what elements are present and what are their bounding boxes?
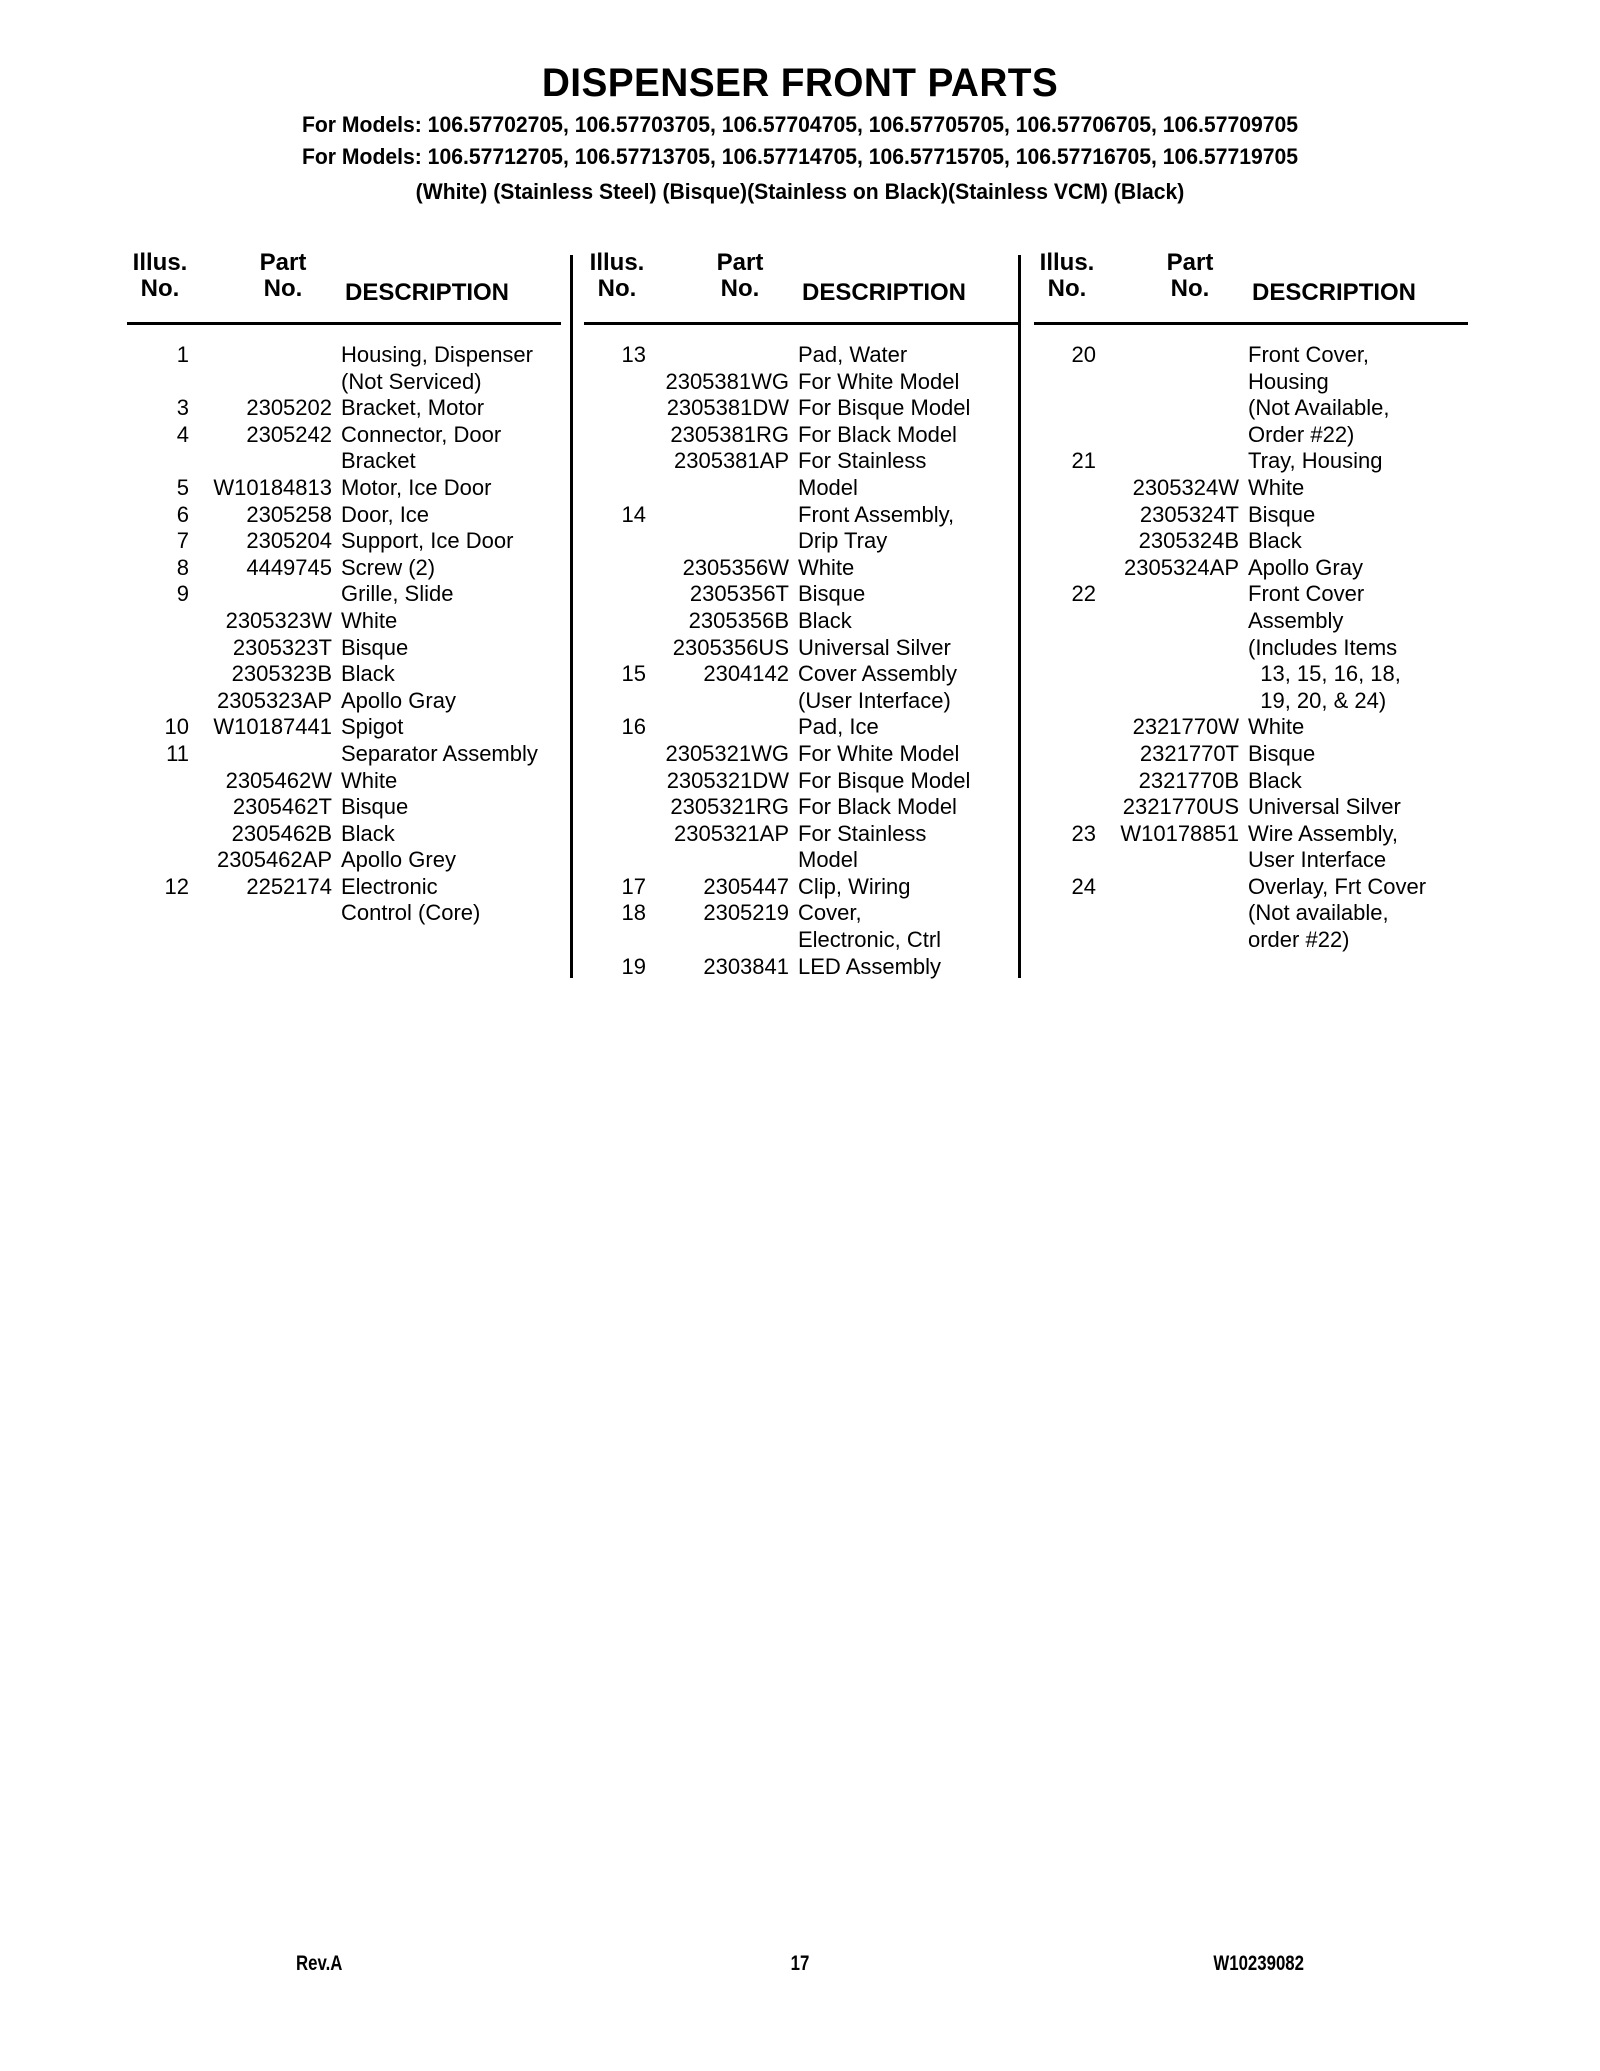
- table-row: [1030, 821, 1470, 848]
- header-part-line1: Part: [716, 249, 764, 276]
- cell-illus-no: 9: [176, 581, 189, 607]
- cell-description: (Includes Items: [1248, 634, 1398, 660]
- cell-part-no: 2305462W: [225, 767, 332, 793]
- cell-illus-no: 15: [621, 661, 646, 687]
- cell-illus-no: 7: [176, 528, 189, 554]
- cell-part-no: 2305462B: [231, 820, 332, 846]
- table-row: [123, 502, 563, 529]
- cell-description: (Not Serviced): [341, 368, 482, 394]
- parts-rows-1: [123, 342, 563, 927]
- cell-illus-no: 17: [621, 873, 646, 899]
- header-illus-line1: Illus.: [132, 249, 188, 276]
- table-row: [1030, 528, 1470, 555]
- cell-part-no: 2305323T: [232, 634, 332, 660]
- cell-part-no: 2305219: [703, 900, 789, 926]
- cell-illus-no: 10: [164, 714, 189, 740]
- cell-part-no: 2304142: [703, 661, 789, 687]
- cell-description: Apollo Grey: [341, 847, 456, 873]
- cell-part-no: 2305324B: [1138, 528, 1239, 554]
- model-list-line-1: For Models: 106.57702705, 106.57703705, 106.57704705, 106.57705705, 106.57706705, 106.57709705: [301, 112, 1299, 137]
- cell-description: White: [1248, 474, 1305, 500]
- header-illus-line2: No.: [1047, 275, 1087, 303]
- table-row: [1030, 847, 1470, 874]
- cell-part-no: 2305321DW: [666, 767, 789, 793]
- header-description-3: DESCRIPTION: [1252, 279, 1417, 306]
- cell-part-no: 2305381AP: [674, 448, 789, 474]
- header-part-line1: Part: [1166, 249, 1214, 276]
- cell-illus-no: 19: [621, 953, 646, 979]
- cell-part-no: 2305324AP: [1124, 554, 1239, 580]
- header-description-2: DESCRIPTION: [802, 279, 967, 306]
- table-row: [580, 608, 1020, 635]
- cell-part-no: 2305381DW: [666, 395, 789, 421]
- cell-part-no: 2305321AP: [674, 820, 789, 846]
- cell-illus-no: 14: [621, 501, 646, 527]
- cell-part-no: 2303841: [703, 953, 789, 979]
- table-row: [580, 794, 1020, 821]
- cell-description: Electronic, Ctrl: [798, 927, 942, 953]
- table-row: [580, 741, 1020, 768]
- column-header-2: [580, 248, 1020, 322]
- cell-illus-no: 1: [176, 342, 189, 367]
- cell-illus-no: 16: [621, 714, 646, 740]
- table-row: [580, 661, 1020, 688]
- table-row: [580, 768, 1020, 795]
- table-row: [123, 369, 563, 396]
- footer-revision: Rev.A: [296, 1952, 343, 1975]
- cell-description: Bisque: [341, 794, 409, 820]
- cell-part-no: 2305356US: [672, 634, 789, 660]
- cell-description: For White Model: [798, 740, 960, 766]
- cell-illus-no: 24: [1071, 873, 1096, 899]
- table-row: [580, 581, 1020, 608]
- table-row: [123, 794, 563, 821]
- cell-description: Black: [1248, 767, 1302, 793]
- table-row: [580, 927, 1020, 954]
- cell-part-no: 2305323W: [225, 607, 332, 633]
- cell-description: Assembly: [1248, 607, 1344, 633]
- cell-description: order #22): [1248, 927, 1350, 953]
- header-part-line2: No.: [263, 275, 303, 303]
- cell-part-no: 2305204: [246, 528, 332, 554]
- table-row: [580, 395, 1020, 422]
- cell-part-no: 2305323AP: [217, 687, 332, 713]
- cell-description: LED Assembly: [798, 953, 942, 979]
- table-row: [580, 954, 1020, 981]
- table-row: [580, 874, 1020, 901]
- cell-description: Support, Ice Door: [341, 528, 514, 554]
- footer-page-number: 17: [790, 1952, 810, 1975]
- cell-part-no: W10184813: [213, 474, 332, 500]
- cell-description: Front Cover,: [1248, 342, 1370, 367]
- parts-column-2: [580, 248, 1020, 988]
- cell-part-no: 2321770T: [1139, 740, 1239, 766]
- table-row: [123, 741, 563, 768]
- cell-description: Control (Core): [341, 900, 481, 926]
- header-illus-line2: No.: [597, 275, 637, 303]
- table-row: [123, 635, 563, 662]
- table-row: [123, 528, 563, 555]
- cell-illus-no: 21: [1071, 448, 1096, 474]
- table-row: [1030, 794, 1470, 821]
- cell-description: 13, 15, 16, 18,: [1248, 661, 1401, 687]
- cell-description: User Interface: [1248, 847, 1387, 873]
- cell-part-no: 2305323B: [231, 661, 332, 687]
- cell-description: Model: [798, 847, 858, 873]
- cell-part-no: 2305462T: [232, 794, 332, 820]
- cell-illus-no: 5: [176, 474, 189, 500]
- cell-description: Spigot: [341, 714, 404, 740]
- table-row: [580, 688, 1020, 715]
- cell-part-no: 2305202: [246, 395, 332, 421]
- table-row: [1030, 369, 1470, 396]
- table-row: [123, 395, 563, 422]
- table-row: [123, 342, 563, 369]
- table-row: [580, 342, 1020, 369]
- table-row: [580, 448, 1020, 475]
- cell-description: Pad, Ice: [798, 714, 879, 740]
- column-header-1: [123, 248, 563, 322]
- cell-description: Housing, Dispenser: [341, 342, 533, 367]
- table-row: [1030, 475, 1470, 502]
- header-rule-2: [584, 322, 1018, 325]
- cell-description: For Black Model: [798, 421, 957, 447]
- table-row: [580, 900, 1020, 927]
- parts-table-area: [0, 248, 1600, 988]
- cell-illus-no: 23: [1071, 820, 1096, 846]
- cell-description: Universal Silver: [798, 634, 951, 660]
- cell-illus-no: 12: [164, 873, 189, 899]
- header-part-no-2: [690, 250, 790, 303]
- cell-description: (Not available,: [1248, 900, 1389, 926]
- cell-illus-no: 13: [621, 342, 646, 367]
- cell-description: White: [798, 554, 855, 580]
- table-row: [123, 422, 563, 449]
- table-row: [1030, 661, 1470, 688]
- cell-description: Apollo Gray: [1248, 554, 1363, 580]
- table-row: [123, 900, 563, 927]
- cell-description: For Bisque Model: [798, 395, 971, 421]
- header-part-no-1: [233, 250, 333, 303]
- cell-illus-no: 4: [176, 421, 189, 447]
- cell-description: For Stainless: [798, 448, 927, 474]
- cell-description: Black: [798, 607, 852, 633]
- header-part-line1: Part: [259, 249, 307, 276]
- cell-part-no: 2321770W: [1132, 714, 1239, 740]
- cell-part-no: 2305324T: [1139, 501, 1239, 527]
- cell-part-no: 2305356B: [688, 607, 789, 633]
- cell-part-no: 2305462AP: [217, 847, 332, 873]
- cell-part-no: 2321770B: [1138, 767, 1239, 793]
- table-row: [580, 847, 1020, 874]
- header-description-1: DESCRIPTION: [345, 279, 510, 306]
- table-row: [580, 502, 1020, 529]
- cell-part-no: W10178851: [1120, 820, 1239, 846]
- table-row: [1030, 714, 1470, 741]
- cell-description: Pad, Water: [798, 342, 908, 367]
- cell-description: Housing: [1248, 368, 1329, 394]
- cell-description: Screw (2): [341, 554, 436, 580]
- table-row: [1030, 741, 1470, 768]
- cell-part-no: 2252174: [246, 873, 332, 899]
- table-row: [580, 555, 1020, 582]
- table-row: [1030, 502, 1470, 529]
- header-part-line2: No.: [1170, 275, 1210, 303]
- header-rule-1: [127, 322, 561, 325]
- cell-description: Universal Silver: [1248, 794, 1401, 820]
- table-row: [123, 768, 563, 795]
- table-row: [123, 581, 563, 608]
- cell-description: White: [341, 607, 398, 633]
- cell-description: Cover,: [798, 900, 862, 926]
- cell-part-no: 2305381WG: [665, 368, 789, 394]
- table-row: [1030, 555, 1470, 582]
- cell-part-no: 2305258: [246, 501, 332, 527]
- cell-description: Overlay, Frt Cover: [1248, 873, 1427, 899]
- cell-part-no: 2305356T: [689, 581, 789, 607]
- table-row: [1030, 927, 1470, 954]
- cell-description: Bracket, Motor: [341, 395, 485, 421]
- cell-description: (Not Available,: [1248, 395, 1390, 421]
- cell-part-no: 4449745: [246, 554, 332, 580]
- table-row: [580, 422, 1020, 449]
- table-row: [580, 475, 1020, 502]
- table-row: [123, 821, 563, 848]
- table-row: [580, 714, 1020, 741]
- cell-description: For Stainless: [798, 820, 927, 846]
- header-illus-line2: No.: [140, 275, 180, 303]
- cell-description: Order #22): [1248, 421, 1355, 447]
- cell-description: Black: [341, 820, 395, 846]
- cell-description: For White Model: [798, 368, 960, 394]
- cell-description: Clip, Wiring: [798, 873, 911, 899]
- table-row: [1030, 874, 1470, 901]
- header-rule-3: [1034, 322, 1468, 325]
- cell-description: Apollo Gray: [341, 687, 456, 713]
- cell-illus-no: 3: [176, 395, 189, 421]
- cell-description: Tray, Housing: [1248, 448, 1383, 474]
- cell-description: For Black Model: [798, 794, 957, 820]
- cell-part-no: 2305324W: [1132, 474, 1239, 500]
- cell-illus-no: 22: [1071, 581, 1096, 607]
- cell-part-no: 2305381RG: [670, 421, 789, 447]
- cell-description: Bracket: [341, 448, 416, 474]
- cell-description: Drip Tray: [798, 528, 888, 554]
- parts-rows-3: [1030, 342, 1470, 954]
- cell-description: For Bisque Model: [798, 767, 971, 793]
- cell-illus-no: 18: [621, 900, 646, 926]
- table-row: [1030, 342, 1470, 369]
- parts-column-3: [1030, 248, 1470, 988]
- cell-part-no: 2305321WG: [665, 740, 789, 766]
- cell-description: Bisque: [341, 634, 409, 660]
- column-divider-1: [570, 255, 573, 978]
- cell-illus-no: 8: [176, 554, 189, 580]
- cell-illus-no: 6: [176, 501, 189, 527]
- cell-description: Grille, Slide: [341, 581, 454, 607]
- cell-part-no: 2321770US: [1122, 794, 1239, 820]
- cell-description: Wire Assembly,: [1248, 820, 1398, 846]
- finish-legend-line: (White) (Stainless Steel) (Bisque)(Stainless on Black)(Stainless VCM) (Black): [415, 178, 1185, 204]
- table-row: [580, 635, 1020, 662]
- cell-description: Black: [341, 661, 395, 687]
- model-list-line-2: For Models: 106.57712705, 106.57713705, 106.57714705, 106.57715705, 106.57716705, 106.57719705: [301, 143, 1299, 169]
- table-row: [123, 714, 563, 741]
- page-title: DISPENSER FRONT PARTS: [541, 61, 1059, 105]
- table-row: [1030, 448, 1470, 475]
- cell-description: (User Interface): [798, 687, 951, 713]
- cell-description: Front Assembly,: [798, 501, 955, 527]
- table-row: [123, 448, 563, 475]
- header-illus-no-1: [123, 250, 197, 303]
- page-header: [0, 0, 1600, 207]
- table-row: [1030, 768, 1470, 795]
- cell-part-no: 2305447: [703, 873, 789, 899]
- parts-rows-2: [580, 342, 1020, 980]
- table-row: [1030, 688, 1470, 715]
- cell-description: White: [341, 767, 398, 793]
- cell-description: Motor, Ice Door: [341, 474, 492, 500]
- table-row: [123, 608, 563, 635]
- cell-description: 19, 20, & 24): [1248, 687, 1387, 713]
- parts-column-1: [123, 248, 563, 988]
- cell-description: Cover Assembly: [798, 661, 957, 687]
- cell-description: Bisque: [798, 581, 866, 607]
- table-row: [123, 874, 563, 901]
- cell-description: Door, Ice: [341, 501, 430, 527]
- page-footer: [160, 1952, 1440, 1992]
- table-row: [580, 528, 1020, 555]
- table-row: [123, 555, 563, 582]
- table-row: [580, 369, 1020, 396]
- table-row: [1030, 635, 1470, 662]
- column-header-3: [1030, 248, 1470, 322]
- header-illus-no-2: [580, 250, 654, 303]
- table-row: [123, 661, 563, 688]
- cell-description: Model: [798, 474, 858, 500]
- cell-description: Front Cover: [1248, 581, 1365, 607]
- header-part-line2: No.: [720, 275, 760, 303]
- cell-part-no: 2305356W: [682, 554, 789, 580]
- cell-description: Electronic: [341, 873, 438, 899]
- cell-description: Connector, Door: [341, 421, 502, 447]
- table-row: [1030, 900, 1470, 927]
- cell-description: Bisque: [1248, 740, 1316, 766]
- footer-document-code: W10239082: [1213, 1952, 1304, 1975]
- cell-part-no: 2305242: [246, 421, 332, 447]
- table-row: [123, 475, 563, 502]
- cell-illus-no: 20: [1071, 342, 1096, 367]
- table-row: [1030, 608, 1470, 635]
- cell-description: Bisque: [1248, 501, 1316, 527]
- table-row: [580, 821, 1020, 848]
- table-row: [1030, 422, 1470, 449]
- cell-description: Separator Assembly: [341, 740, 538, 766]
- cell-description: White: [1248, 714, 1305, 740]
- cell-illus-no: 11: [166, 740, 189, 766]
- header-illus-line1: Illus.: [1039, 249, 1095, 276]
- header-illus-line1: Illus.: [589, 249, 645, 276]
- cell-description: Black: [1248, 528, 1302, 554]
- table-row: [1030, 581, 1470, 608]
- table-row: [1030, 395, 1470, 422]
- header-part-no-3: [1140, 250, 1240, 303]
- table-row: [123, 847, 563, 874]
- header-illus-no-3: [1030, 250, 1104, 303]
- cell-part-no: W10187441: [213, 714, 332, 740]
- table-row: [123, 688, 563, 715]
- cell-part-no: 2305321RG: [670, 794, 789, 820]
